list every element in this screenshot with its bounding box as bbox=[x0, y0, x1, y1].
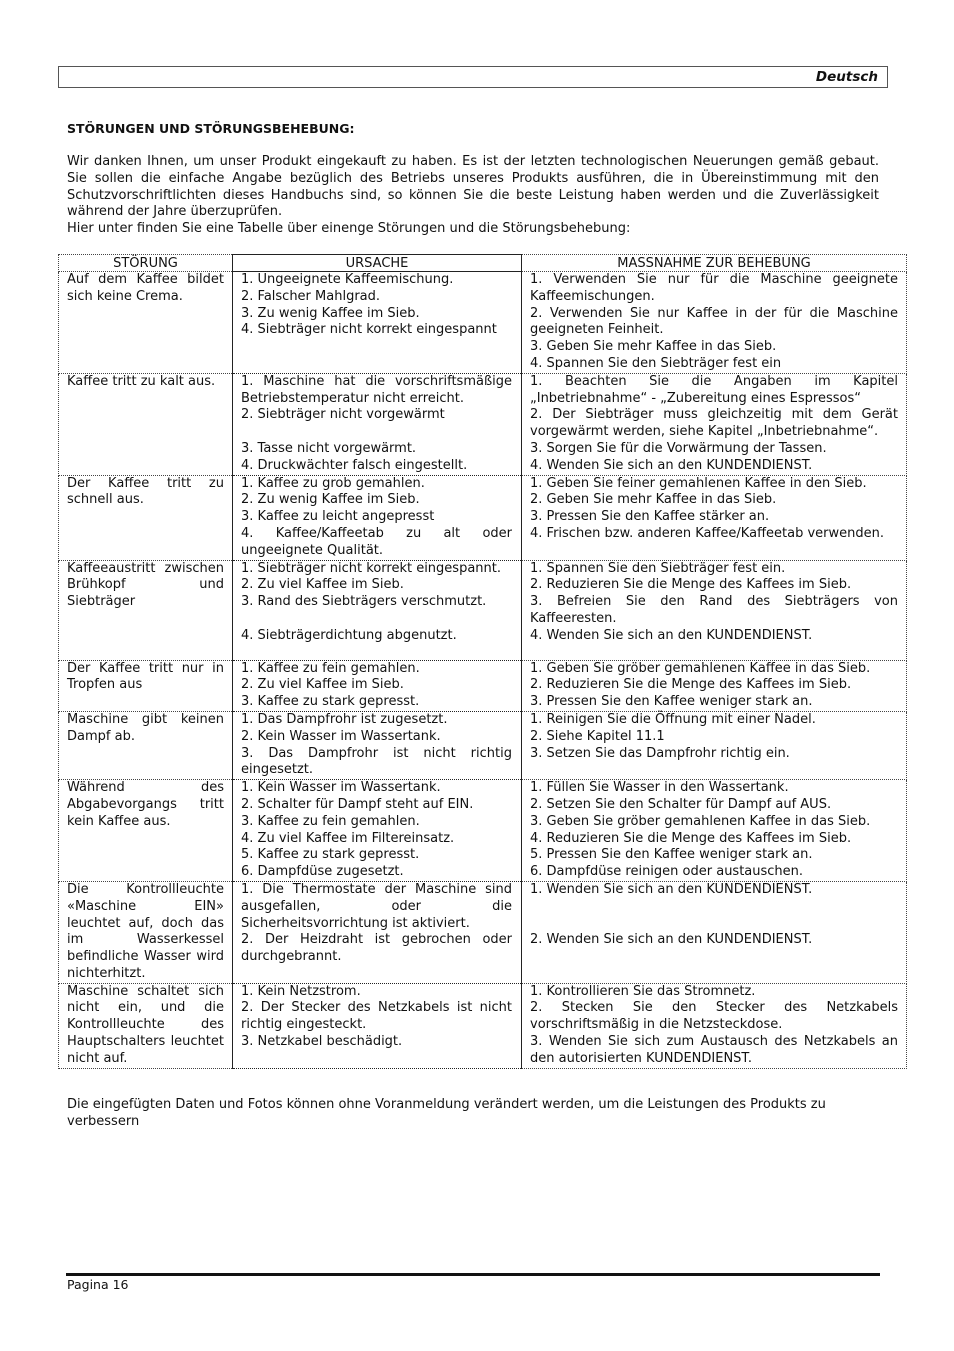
cause-item: 1. Kein Netzstrom. bbox=[241, 983, 361, 999]
section-heading: STÖRUNGEN UND STÖRUNGSBEHEBUNG: bbox=[67, 121, 355, 136]
remedy-item: 3. Befreien Sie den Rand des Siebträgers von Kaffeeresten. bbox=[530, 594, 898, 626]
remedy-item: 2. Siehe Kapitel 11.1 bbox=[530, 728, 665, 744]
problem-cell: Kaffee tritt zu kalt aus. bbox=[59, 373, 233, 475]
remedy-item: 6. Dampfdüse reinigen oder austauschen. bbox=[530, 864, 804, 880]
remedy-item: 2. Verwenden Sie nur Kaffee in der für die Maschine geeigneten Feinheit. bbox=[530, 305, 898, 338]
remedy-item: 1. Spannen Sie den Siebträger fest ein. bbox=[530, 560, 786, 576]
cause-item: 3. Kaffee zu leicht angepresst bbox=[241, 509, 435, 525]
column-header-cause: URSACHE bbox=[233, 255, 522, 272]
remedy-item: 1. Wenden Sie sich an den KUNDENDIENST. bbox=[530, 881, 813, 897]
remedy-item: 2. Reduzieren Sie die Menge des Kaffees im Sieb. bbox=[530, 577, 852, 593]
intro-paragraph-2: Hier unter finden Sie eine Tabelle über einenge Störungen und die Störungsbehebung: bbox=[67, 221, 631, 237]
problem-cell: Die Kontrollleuchte «Maschine EIN» leuchtet auf, doch das im Wasserkessel befindliche Wasser wird nichterhitzt. bbox=[59, 881, 233, 983]
remedy-item: 3. Sorgen Sie für die Vorwärmung der Tassen. bbox=[530, 440, 827, 456]
table-row bbox=[59, 373, 907, 475]
cause-cell bbox=[233, 660, 522, 711]
remedy-item: 2. Stecken Sie den Stecker des Netzkabels vorschriftsmäßig in die Netzsteckdose. bbox=[530, 1000, 898, 1033]
remedy-item: 1. Reinigen Sie die Öffnung mit einer Nadel. bbox=[530, 711, 816, 727]
problem-cell: Maschine gibt keinen Dampf ab. bbox=[59, 711, 233, 779]
remedy-item: 4. Wenden Sie sich an den KUNDENDIENST. bbox=[530, 457, 813, 473]
table-row bbox=[59, 711, 907, 779]
remedy-item: 1. Geben Sie gröber gemahlenen Kaffee in das Sieb. bbox=[530, 660, 871, 676]
cause-item: 5. Kaffee zu stark gepresst. bbox=[241, 847, 420, 863]
column-header-problem: STÖRUNG bbox=[59, 255, 233, 272]
table-header-row bbox=[59, 255, 907, 272]
problem-cell: Der Kaffee tritt nur in Tropfen aus bbox=[59, 660, 233, 711]
cause-item: 4. Siebträger nicht korrekt eingespannt bbox=[241, 322, 497, 338]
remedy-item: 1. Kontrollieren Sie das Stromnetz. bbox=[530, 983, 756, 999]
table-body bbox=[59, 272, 907, 1069]
cause-cell bbox=[233, 560, 522, 660]
cause-item: 2. Schalter für Dampf steht auf EIN. bbox=[241, 796, 474, 812]
remedy-item: 2. Reduzieren Sie die Menge des Kaffees im Sieb. bbox=[530, 677, 852, 693]
cause-item bbox=[241, 611, 512, 628]
language-header bbox=[58, 66, 888, 88]
table-row bbox=[59, 475, 907, 560]
remedy-item: 3. Wenden Sie sich zum Austausch des Netzkabels an den autorisierten KUNDENDIENST. bbox=[530, 1034, 898, 1066]
cause-item: 1. Kaffee zu grob gemahlen. bbox=[241, 475, 425, 491]
column-header-remedy: MASSNAHME ZUR BEHEBUNG bbox=[522, 255, 907, 272]
footnote: Die eingefügten Daten und Fotos können ohne Voranmeldung verändert werden, um die Leistungen des Produkts zu verbessern bbox=[67, 1097, 826, 1129]
footer-rule bbox=[66, 1273, 880, 1276]
cause-item: 1. Die Thermostate der Maschine sind ausgefallen, oder die Sicherheitsvorrichtung ist aktiviert. bbox=[241, 881, 512, 931]
remedy-item bbox=[530, 916, 898, 933]
intro-paragraph-1: Wir danken Ihnen, um unser Produkt eingekauft zu haben. Es ist der letzten technologischen Neuerungen gemäß gebaut. Sie sollen die einfache Angabe bezüglich des Betriebs unseres Produkts ausführen, die in Übereinstimmung mit den Schutzvorschriftlichten dieses Handbuchs sind, so können Sie die beste Leistung haben werden und die Zuverlässigkeit während der Jahre überzuprüfen. bbox=[67, 154, 879, 220]
remedy-cell bbox=[522, 983, 907, 1068]
intro-text bbox=[67, 154, 879, 238]
cause-item: 2. Der Heizdraht ist gebrochen oder durchgebrannt. bbox=[241, 932, 512, 965]
remedy-cell bbox=[522, 780, 907, 882]
cause-cell bbox=[233, 881, 522, 983]
remedy-item: 3. Setzen Sie das Dampfrohr richtig ein. bbox=[530, 745, 790, 761]
cause-item: 3. Rand des Siebträgers verschmutzt. bbox=[241, 594, 487, 610]
remedy-cell bbox=[522, 881, 907, 983]
cause-item: 3. Das Dampfrohr ist nicht richtig eingesetzt. bbox=[241, 745, 512, 778]
cause-item: 1. Siebträger nicht korrekt eingespannt. bbox=[241, 560, 501, 576]
remedy-item: 1. Verwenden Sie nur für die Maschine geeignete Kaffeemischungen. bbox=[530, 272, 898, 304]
remedy-cell bbox=[522, 660, 907, 711]
cause-item: 4. Kaffee/Kaffeetab zu alt oder ungeeignete Qualität. bbox=[241, 525, 512, 558]
problem-cell: Maschine schaltet sich nicht ein, und die Kontrollleuchte des Hauptschalters leuchtet nicht auf. bbox=[59, 983, 233, 1068]
cause-item: 2. Siebträger nicht vorgewärmt bbox=[241, 407, 445, 423]
cause-item: 3. Kaffee zu fein gemahlen. bbox=[241, 813, 420, 829]
cause-item: 1. Das Dampfrohr ist zugesetzt. bbox=[241, 711, 448, 727]
table-row bbox=[59, 983, 907, 1068]
remedy-item: 3. Pressen Sie den Kaffee stärker an. bbox=[530, 509, 770, 525]
page-number: Pagina 16 bbox=[67, 1277, 129, 1292]
table-row bbox=[59, 881, 907, 983]
cause-item: 1. Ungeeignete Kaffeemischung. bbox=[241, 272, 454, 287]
remedy-item: 4. Spannen Sie den Siebträger fest ein bbox=[530, 355, 782, 371]
remedy-cell bbox=[522, 560, 907, 660]
cause-cell bbox=[233, 272, 522, 374]
table-row bbox=[59, 660, 907, 711]
cause-item: 3. Zu wenig Kaffee im Sieb. bbox=[241, 305, 420, 321]
table-row bbox=[59, 780, 907, 882]
remedy-item: 4. Frischen bzw. anderen Kaffee/Kaffeetab verwenden. bbox=[530, 525, 885, 541]
language-label: Deutsch bbox=[815, 69, 878, 85]
remedy-item: 1. Geben Sie feiner gemahlenen Kaffee in den Sieb. bbox=[530, 475, 867, 491]
cause-item: 2. Zu viel Kaffee im Sieb. bbox=[241, 577, 404, 593]
remedy-item bbox=[530, 899, 898, 916]
remedy-cell bbox=[522, 373, 907, 475]
remedy-item: 3. Pressen Sie den Kaffee weniger stark an. bbox=[530, 694, 813, 710]
remedy-item: 3. Geben Sie mehr Kaffee in das Sieb. bbox=[530, 339, 777, 355]
remedy-item: 2. Wenden Sie sich an den KUNDENDIENST. bbox=[530, 932, 813, 948]
remedy-cell bbox=[522, 711, 907, 779]
problem-cell: Während des Abgabevorgangs tritt kein Kaffee aus. bbox=[59, 780, 233, 882]
problem-cell: Der Kaffee tritt zu schnell aus. bbox=[59, 475, 233, 560]
cause-cell bbox=[233, 373, 522, 475]
remedy-cell bbox=[522, 475, 907, 560]
troubleshooting-table bbox=[58, 254, 907, 1069]
cause-item: 3. Tasse nicht vorgewärmt. bbox=[241, 440, 417, 456]
remedy-item: 2. Geben Sie mehr Kaffee in das Sieb. bbox=[530, 492, 777, 508]
cause-item: 4. Siebträgerdichtung abgenutzt. bbox=[241, 627, 457, 643]
remedy-item: 4. Wenden Sie sich an den KUNDENDIENST. bbox=[530, 627, 813, 643]
cause-item: 2. Zu viel Kaffee im Sieb. bbox=[241, 677, 404, 693]
cause-item: 3. Netzkabel beschädigt. bbox=[241, 1034, 403, 1050]
remedy-item: 4. Reduzieren Sie die Menge des Kaffees im Sieb. bbox=[530, 830, 852, 846]
remedy-item: 5. Pressen Sie den Kaffee weniger stark an. bbox=[530, 847, 813, 863]
cause-cell bbox=[233, 983, 522, 1068]
cause-item: 2. Der Stecker des Netzkabels ist nicht richtig eingesteckt. bbox=[241, 1000, 512, 1033]
cause-cell bbox=[233, 780, 522, 882]
cause-item bbox=[241, 424, 512, 441]
cause-item: 1. Kein Wasser im Wassertank. bbox=[241, 780, 441, 796]
problem-cell: Kaffeeaustritt zwischen Brühkopf und Siebträger bbox=[59, 560, 233, 660]
cause-item: 1. Kaffee zu fein gemahlen. bbox=[241, 660, 420, 676]
cause-item: 4. Zu viel Kaffee im Filtereinsatz. bbox=[241, 830, 455, 846]
cause-item: 2. Falscher Mahlgrad. bbox=[241, 288, 381, 304]
cause-item: 1. Maschine hat die vorschriftsmäßige Betriebstemperatur nicht erreicht. bbox=[241, 373, 512, 406]
remedy-item: 2. Der Siebträger muss gleichzeitig mit dem Gerät vorgewärmt werden, siehe Kapitel „Inbetriebnahme“. bbox=[530, 407, 898, 440]
table-row bbox=[59, 272, 907, 374]
cause-item: 4. Druckwächter falsch eingestellt. bbox=[241, 457, 468, 473]
remedy-item: 1. Füllen Sie Wasser in den Wassertank. bbox=[530, 780, 789, 796]
cause-item: 2. Kein Wasser im Wassertank. bbox=[241, 728, 441, 744]
remedy-item: 2. Setzen Sie den Schalter für Dampf auf AUS. bbox=[530, 796, 832, 812]
cause-item: 2. Zu wenig Kaffee im Sieb. bbox=[241, 492, 420, 508]
cause-cell bbox=[233, 711, 522, 779]
cause-item: 6. Dampfdüse zugesetzt. bbox=[241, 864, 404, 880]
remedy-item: 3. Geben Sie gröber gemahlenen Kaffee in das Sieb. bbox=[530, 813, 871, 829]
remedy-item: 1. Beachten Sie die Angaben im Kapitel „Inbetriebnahme“ - „Zubereitung eines Espressos“ bbox=[530, 373, 898, 406]
cause-cell bbox=[233, 475, 522, 560]
problem-cell: Auf dem Kaffee bildet sich keine Crema. bbox=[59, 272, 233, 374]
table-row bbox=[59, 560, 907, 660]
remedy-cell bbox=[522, 272, 907, 374]
cause-item: 3. Kaffee zu stark gepresst. bbox=[241, 694, 420, 710]
